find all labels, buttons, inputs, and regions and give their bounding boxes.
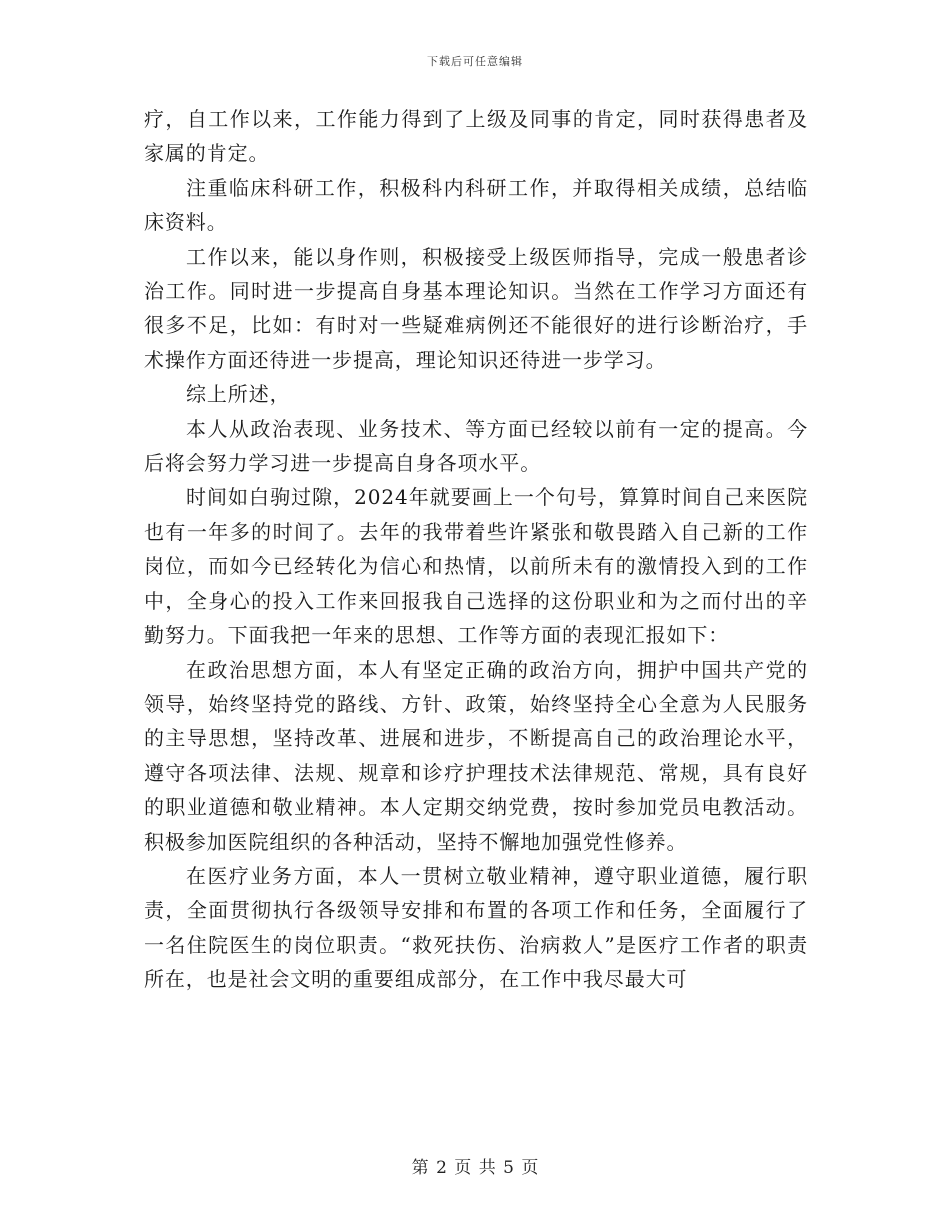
paragraph-8: 在医疗业务方面，本人一贯树立敬业精神，遵守职业道德，履行职责，全面贯彻执行各级领导安排和布置的各项工作和任务，全面履行了一名住院医生的岗位职责。“救死扶伤、治病救人”是医疗工作者的职责所在，也是社会文明的重要组成部分，在工作中我尽最大可 xyxy=(144,863,808,992)
paragraph-4: 综上所述， xyxy=(186,382,291,407)
page-number-footer: 第 2 页 共 5 页 xyxy=(411,1158,539,1178)
paragraph-7: 在政治思想方面，本人有坚定正确的政治方向，拥护中国共产党的领导，始终坚持党的路线、方针、政策，始终坚持全心全意为人民服务的主导思想，坚持改革、进展和进步，不断提高自己的政治理论水平，遵守各项法律、法规、规章和诊疗护理技术法律规范、常规，具有良好的职业道德和敬业精神。本人定期交纳党费，按时参加党员电教活动。积极参加医院组织的各种活动，坚持不懈地加强党性修养。 xyxy=(144,657,808,854)
document-body xyxy=(144,102,808,997)
paragraph-3: 工作以来，能以身作则，积极接受上级医师指导，完成一般患者诊治工作。同时进一步提高自身基本理论知识。当然在工作学习方面还有很多不足，比如：有时对一些疑难病例还不能很好的进行诊断治疗，手术操作方面还待进一步提高，理论知识还待进一步学习。 xyxy=(144,244,808,372)
paragraph-1: 疗，自工作以来，工作能力得到了上级及同事的肯定，同时获得患者及家属的肯定。 xyxy=(144,107,808,166)
paragraph-5: 本人从政治表现、业务技术、等方面已经较以前有一定的提高。今后将会努力学习进一步提高自身各项水平。 xyxy=(144,416,808,476)
paragraph-2: 注重临床科研工作，积极科内科研工作，并取得相关成绩，总结临床资料。 xyxy=(144,175,808,235)
paragraph-6: 时间如白驹过隙，2024年就要画上一个句号，算算时间自己来医院也有一年多的时间了。去年的我带着些许紧张和敬畏踏入自己新的工作岗位，而如今已经转化为信心和热情，以前所未有的激情投入到的工作中，全身心的投入工作来回报我自己选择的这份职业和为之而付出的辛勤努力。下面我把一年来的思想、工作等方面的表现汇报如下： xyxy=(144,485,808,648)
page-header-note: 下载后可任意编辑 xyxy=(427,55,523,68)
